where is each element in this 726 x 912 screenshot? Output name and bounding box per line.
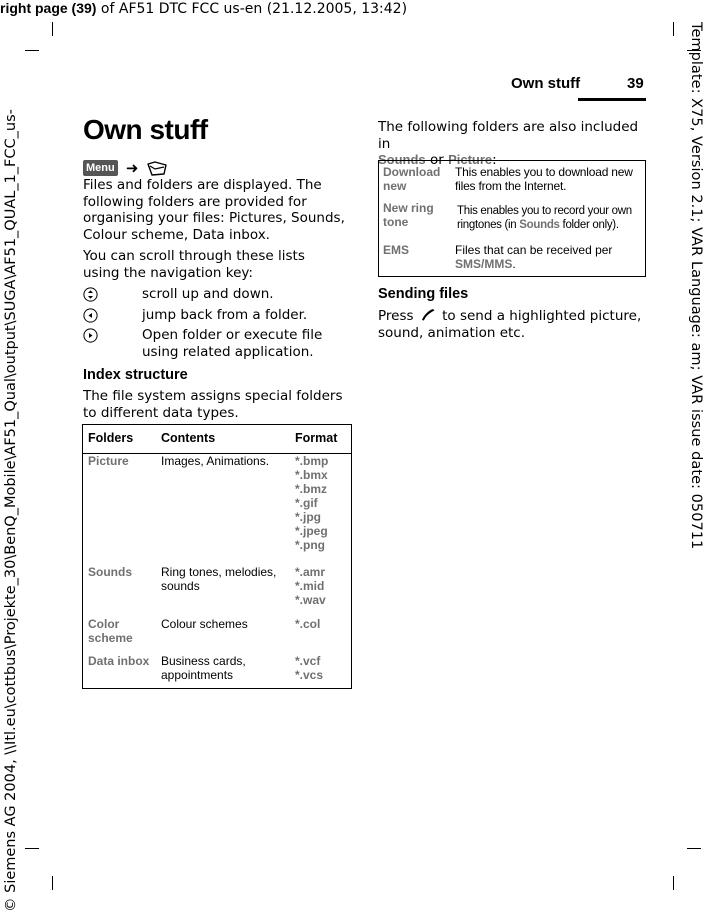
also-included-table	[378, 160, 646, 277]
folder-name: Sounds	[88, 565, 132, 579]
folder-contents: Images, Animations.	[161, 454, 270, 468]
column-header: Folders	[88, 431, 134, 445]
nav-left-icon	[83, 308, 98, 323]
nav-key-text: scroll up and down.	[142, 286, 274, 302]
index-structure-heading: Index structure	[83, 367, 188, 383]
nav-key-text: Open folder or execute file using related application.	[142, 327, 323, 360]
nav-updown-icon	[83, 287, 98, 302]
folder-contents: Colour schemes	[161, 617, 248, 631]
folder-description: This enables you to record your own ringtones (in Sounds folder only).	[457, 205, 632, 231]
crop-mark	[673, 22, 674, 36]
print-header-info: of AF51 DTC FCC us-en (21.12.2005, 13:42)	[96, 1, 408, 17]
crop-mark	[52, 22, 53, 36]
folder-formats: *.vcf *.vcs	[295, 654, 324, 682]
folder-name: EMS	[383, 243, 410, 257]
folder-formats: *.col	[295, 617, 321, 631]
also-included-text: The following folders are also included in Sounds or Picture:	[378, 119, 639, 168]
column-header: Format	[295, 431, 338, 445]
folder-description: Files that can be received per SMS/MMS.	[455, 243, 613, 271]
folder-description: This enables you to download new files from the Internet.	[455, 165, 633, 193]
menu-key: Menu	[83, 160, 118, 176]
copyright-path: © Siemens AG 2004, \\Itl.eu\cottbus\Projekte_30\BenQ_Mobile\AF51_Qual\output\SUGA\AF51_QUAL_1_FCC_us-	[3, 109, 19, 912]
intro-paragraph: Files and folders are displayed. The following folders are provided for organising your files: Pictures, Sounds, Colour scheme, Data inbox.	[83, 177, 345, 243]
folder-name: Color scheme	[88, 617, 133, 645]
intro-paragraph: You can scroll through these lists using the navigation key:	[83, 248, 305, 281]
folder-name: New ring tone	[383, 201, 434, 229]
crop-mark	[687, 848, 701, 849]
crop-mark	[25, 848, 39, 849]
folder-contents: Ring tones, melodies, sounds	[161, 565, 277, 593]
arrow-icon: ➜	[125, 158, 139, 177]
menu-path	[83, 157, 168, 175]
template-info: Template: X75, Version 2.1; VAR Language: am; VAR issue date: 050711	[688, 22, 704, 550]
folder-formats: *.bmp *.bmx *.bmz *.gif *.jpg *.jpeg *.png	[295, 454, 329, 552]
page-title: Own stuff	[83, 114, 208, 145]
call-key-icon	[418, 307, 438, 322]
print-header-label: right page (39)	[0, 0, 97, 16]
index-structure-text: The file system assigns special folders to different data types.	[83, 388, 343, 421]
crop-mark	[673, 876, 674, 890]
nav-right-icon	[83, 328, 98, 343]
own-stuff-icon	[146, 159, 168, 177]
folder-name: Data inbox	[88, 654, 150, 668]
print-header	[0, 0, 407, 17]
crop-mark	[52, 876, 53, 890]
running-head-title: Own stuff	[511, 75, 581, 92]
sending-files-heading: Sending files	[378, 286, 469, 302]
page-number: 39	[627, 75, 644, 92]
folder-formats: *.amr *.mid *.wav	[295, 565, 326, 607]
index-structure-table	[82, 424, 352, 689]
sending-files-text: Press to send a highlighted picture, sound, animation etc.	[378, 308, 642, 341]
folder-contents: Business cards, appointments	[161, 654, 246, 682]
column-header: Contents	[161, 431, 216, 445]
folder-name: Download new	[383, 165, 441, 193]
crop-mark	[25, 50, 39, 51]
folder-name: Picture	[88, 454, 129, 468]
nav-key-text: jump back from a folder.	[142, 307, 308, 323]
header-rule	[578, 98, 646, 101]
